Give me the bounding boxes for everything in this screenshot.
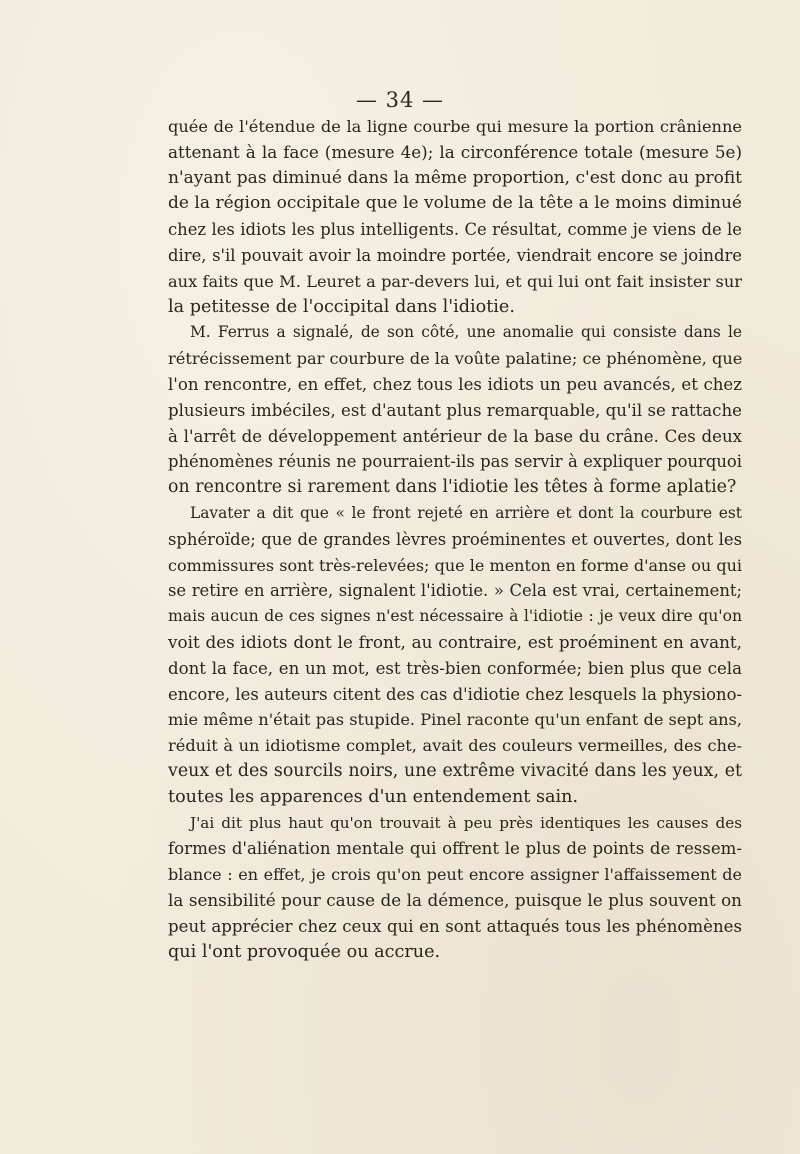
text-line: mais aucun de ces signes n'est nécessaire à l'idiotie : je veux dire qu'on — [168, 607, 742, 626]
text-line: phénomènes réunis ne pourraient-ils pas servir à expliquer pourquoi — [168, 452, 742, 472]
text-line: rétrécissement par courbure de la voûte palatine; ce phénomène, que — [168, 349, 743, 369]
text-line: dire, s'il pouvait avoir la moindre portée, viendrait encore se joindre — [168, 245, 742, 265]
text-line: qui l'ont provoquée ou accrue. — [168, 941, 441, 962]
text-line: à l'arrêt de développement antérieur de la base du crâne. Ces deux — [168, 426, 742, 446]
text-line: toutes les apparences d'un entendement sain. — [168, 786, 579, 807]
text-line: M. Ferrus a signalé, de son côté, une anomalie qui consiste dans le — [190, 323, 742, 342]
text-line: de la région occipitale que le volume de la tête a le moins diminué — [168, 193, 742, 214]
text-line: se retire en arrière, signalent l'idiotie. » Cela est vrai, certainement; — [168, 581, 742, 601]
text-line: veux et des sourcils noirs, une extrême vivacité dans les yeux, et — [168, 760, 742, 781]
text-line: encore, les auteurs citent des cas d'idiotie chez lesquels la physiono- — [168, 684, 742, 704]
text-line: la sensibilité pour cause de la démence, puisque le plus souvent on — [168, 889, 742, 910]
text-line: Lavater a dit que « le front rejeté en arrière et dont la courbure est — [190, 503, 742, 522]
text-line: plusieurs imbéciles, est d'autant plus remarquable, qu'il se rattache — [168, 400, 742, 420]
text-line: voit des idiots dont le front, au contraire, est proéminent en avant, — [168, 631, 742, 652]
text-line: commissures sont très-relevées; que le menton en forme d'anse ou qui — [168, 555, 742, 575]
text-line: formes d'aliénation mentale qui offrent le plus de points de ressem- — [168, 839, 742, 859]
text-line: J'ai dit plus haut qu'on trouvait à peu près identiques les causes des — [190, 813, 742, 832]
text-line: chez les idiots les plus intelligents. Ce résultat, comme je viens de le — [168, 220, 742, 240]
text-line: dont la face, en un mot, est très-bien conformée; bien plus que cela — [168, 658, 742, 678]
text-line: attenant à la face (mesure 4e); la circonférence totale (mesure 5e) — [168, 141, 742, 162]
text-line: réduit à un idiotisme complet, avait des couleurs vermeilles, des che- — [168, 736, 742, 756]
text-line: blance : en effet, je crois qu'on peut encore assigner l'affaissement de — [168, 865, 742, 885]
text-line: mie même n'était pas stupide. Pinel raconte qu'un enfant de sept ans, — [168, 710, 742, 730]
text-line: la petitesse de l'occipital dans l'idiotie. — [168, 296, 515, 317]
body-text — [168, 114, 742, 965]
page-number: — 34 — — [355, 88, 445, 112]
text-line: peut apprécier chez ceux qui en sont attaqués tous les phénomènes — [168, 916, 742, 936]
text-line: sphéroïde; que de grandes lèvres proéminentes et ouvertes, dont les — [168, 529, 742, 549]
text-line: quée de l'étendue de la ligne courbe qui mesure la portion crânienne — [168, 117, 742, 136]
text-line: on rencontre si rarement dans l'idiotie les têtes à forme aplatie? — [168, 477, 737, 498]
text-line: n'ayant pas diminué dans la même proportion, c'est donc au profit — [168, 167, 742, 188]
text-line: l'on rencontre, en effet, chez tous les idiots un peu avancés, et chez — [168, 374, 742, 394]
text-line: aux faits que M. Leuret a par-devers lui, et qui lui ont fait insister sur — [168, 271, 742, 291]
